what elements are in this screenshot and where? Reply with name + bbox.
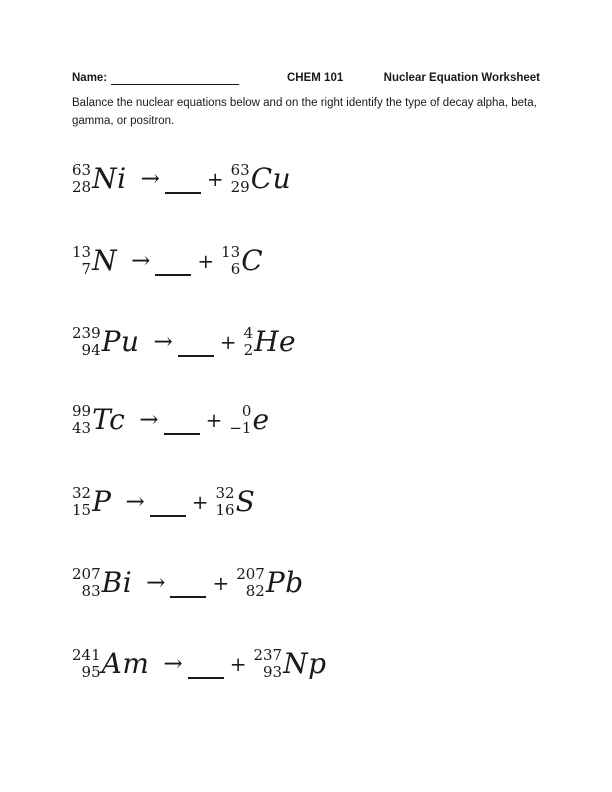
element-symbol: C bbox=[241, 244, 264, 277]
plus-symbol: + bbox=[206, 167, 224, 191]
nuclear-equation-7 bbox=[72, 646, 327, 682]
product-nuclide bbox=[221, 243, 263, 279]
right-arrow-symbol: → bbox=[139, 407, 159, 433]
atomic-number: 7 bbox=[81, 260, 92, 278]
element-symbol: Np bbox=[283, 647, 327, 680]
prescripts bbox=[236, 566, 265, 600]
right-arrow-symbol: → bbox=[163, 651, 183, 677]
plus-symbol: + bbox=[191, 490, 209, 514]
atomic-number: 95 bbox=[81, 663, 101, 681]
product-nuclide bbox=[244, 324, 297, 360]
mass-number: 0 bbox=[241, 402, 252, 420]
name-field-group bbox=[72, 71, 239, 85]
reactant-nuclide bbox=[72, 402, 125, 438]
reactant-nuclide bbox=[72, 646, 149, 682]
instructions-line-2: gamma, or positron. bbox=[72, 114, 175, 127]
answer-blank[interactable] bbox=[165, 161, 201, 194]
answer-blank[interactable] bbox=[188, 646, 224, 679]
atomic-number: 28 bbox=[72, 178, 92, 196]
product-nuclide bbox=[231, 161, 292, 197]
plus-symbol: + bbox=[219, 330, 237, 354]
prescripts bbox=[221, 244, 240, 278]
course-label: CHEM 101 bbox=[287, 72, 344, 84]
atomic-number: −1 bbox=[229, 419, 252, 437]
prescripts bbox=[72, 566, 101, 600]
answer-blank[interactable] bbox=[178, 324, 214, 357]
name-label: Name: bbox=[72, 72, 108, 84]
element-symbol: Tc bbox=[92, 403, 126, 436]
right-arrow-symbol: → bbox=[140, 166, 160, 192]
reactant-nuclide bbox=[72, 565, 132, 601]
element-symbol: S bbox=[235, 485, 256, 518]
answer-blank[interactable] bbox=[164, 402, 200, 435]
prescripts bbox=[215, 485, 234, 519]
answer-blank[interactable] bbox=[150, 484, 186, 517]
prescripts bbox=[72, 403, 91, 437]
answer-blank[interactable] bbox=[170, 565, 206, 598]
mass-number: 32 bbox=[72, 484, 92, 502]
prescripts bbox=[229, 403, 251, 437]
instructions-line-1: Balance the nuclear equations below and on the right identify the type of decay alpha, beta, bbox=[72, 97, 537, 109]
prescripts bbox=[72, 485, 91, 519]
mass-number: 13 bbox=[72, 243, 92, 261]
element-symbol: Ni bbox=[92, 162, 127, 195]
element-symbol: Am bbox=[101, 647, 150, 680]
atomic-number: 29 bbox=[230, 178, 250, 196]
product-nuclide bbox=[253, 646, 326, 682]
prescripts bbox=[72, 325, 101, 359]
reactant-nuclide bbox=[72, 484, 111, 520]
prescripts bbox=[72, 647, 101, 681]
element-symbol: Cu bbox=[250, 162, 292, 195]
prescripts bbox=[72, 244, 91, 278]
product-nuclide bbox=[215, 484, 255, 520]
product-nuclide bbox=[229, 402, 269, 438]
mass-number: 239 bbox=[72, 324, 101, 342]
mass-number: 207 bbox=[72, 565, 101, 583]
atomic-number: 82 bbox=[245, 582, 265, 600]
atomic-number: 16 bbox=[215, 501, 235, 519]
prescripts bbox=[231, 162, 250, 196]
right-arrow-symbol: → bbox=[125, 489, 145, 515]
mass-number: 207 bbox=[236, 565, 265, 583]
atomic-number: 6 bbox=[230, 260, 241, 278]
element-symbol: He bbox=[254, 325, 297, 358]
worksheet-header bbox=[0, 71, 612, 89]
mass-number: 63 bbox=[230, 161, 250, 179]
reactant-nuclide bbox=[72, 324, 140, 360]
atomic-number: 83 bbox=[81, 582, 101, 600]
atomic-number: 15 bbox=[72, 501, 92, 519]
atomic-number: 43 bbox=[72, 419, 92, 437]
mass-number: 13 bbox=[221, 243, 241, 261]
atomic-number: 94 bbox=[81, 341, 101, 359]
right-arrow-symbol: → bbox=[131, 248, 151, 274]
nuclear-equation-5 bbox=[72, 484, 255, 520]
nuclear-equation-2 bbox=[72, 243, 263, 279]
nuclear-equation-3 bbox=[72, 324, 296, 360]
mass-number: 241 bbox=[72, 646, 101, 664]
mass-number: 32 bbox=[215, 484, 235, 502]
mass-number: 99 bbox=[72, 402, 92, 420]
prescripts bbox=[244, 325, 254, 359]
product-nuclide bbox=[236, 565, 303, 601]
element-symbol: Pb bbox=[265, 566, 304, 599]
reactant-nuclide bbox=[72, 243, 117, 279]
mass-number: 4 bbox=[243, 324, 254, 342]
prescripts bbox=[72, 162, 91, 196]
plus-symbol: + bbox=[229, 652, 247, 676]
element-symbol: Bi bbox=[101, 566, 133, 599]
element-symbol: P bbox=[92, 485, 112, 518]
prescripts bbox=[253, 647, 282, 681]
nuclear-equation-4 bbox=[72, 402, 270, 438]
atomic-number: 2 bbox=[243, 341, 254, 359]
plus-symbol: + bbox=[212, 571, 230, 595]
answer-blank[interactable] bbox=[155, 243, 191, 276]
element-symbol: N bbox=[92, 244, 118, 277]
name-blank-line[interactable] bbox=[111, 72, 239, 85]
right-arrow-symbol: → bbox=[153, 329, 173, 355]
instructions bbox=[72, 95, 562, 130]
mass-number: 63 bbox=[72, 161, 92, 179]
atomic-number: 93 bbox=[263, 663, 283, 681]
element-symbol: Pu bbox=[101, 325, 140, 358]
page-title: Nuclear Equation Worksheet bbox=[383, 72, 540, 84]
plus-symbol: + bbox=[205, 408, 223, 432]
plus-symbol: + bbox=[197, 249, 215, 273]
nuclear-equation-6 bbox=[72, 565, 304, 601]
reactant-nuclide bbox=[72, 161, 127, 197]
right-arrow-symbol: → bbox=[146, 570, 166, 596]
mass-number: 237 bbox=[253, 646, 283, 664]
nuclear-equation-1 bbox=[72, 161, 291, 197]
element-symbol: e bbox=[252, 403, 270, 436]
